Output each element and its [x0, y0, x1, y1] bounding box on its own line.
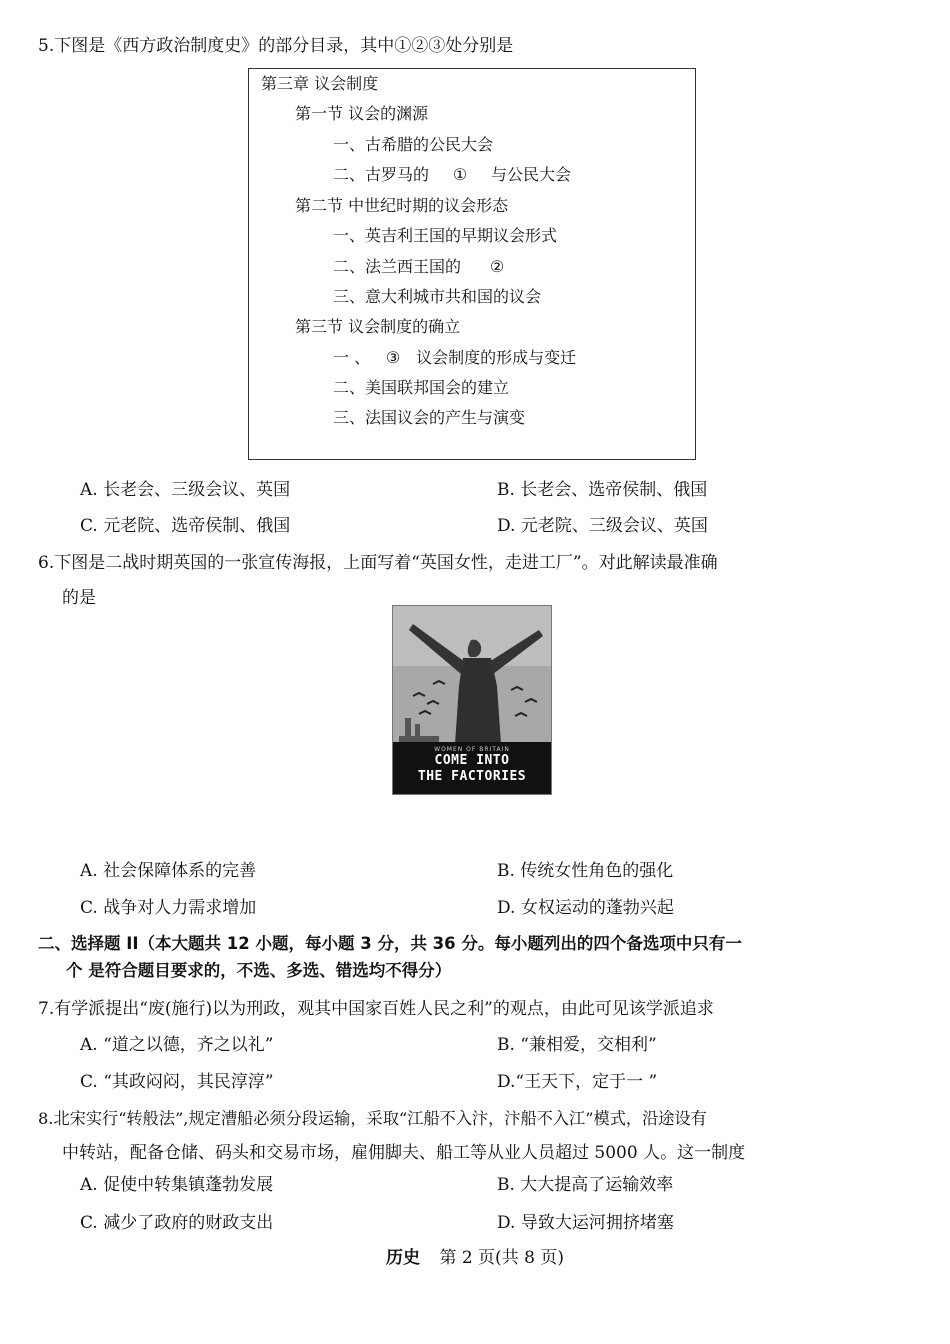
- footer-subject: 历史: [386, 1248, 421, 1268]
- q8-stem-line-2: 中转站，配备仓储、码头和交易市场，雇佣脚夫、船工等从业人员超过 5000 人。这一制度: [62, 1143, 746, 1163]
- blank-marker-1: ①: [452, 165, 468, 184]
- toc-chapter: 第三章 议会制度: [261, 74, 379, 93]
- toc-section-3-item-2: 二、美国联邦国会的建立: [333, 378, 510, 397]
- q7-option-d[interactable]: D.“王天下，定于一 ”: [497, 1072, 658, 1092]
- poster-caption: [393, 742, 551, 794]
- toc-section-1-item-1: 一、古希腊的公民大会: [333, 135, 494, 154]
- toc-section-1-item-2: [333, 164, 571, 186]
- q7-option-a[interactable]: A. “道之以德，齐之以礼”: [80, 1035, 274, 1055]
- q6-option-a[interactable]: A. 社会保障体系的完善: [80, 861, 257, 881]
- section-2-heading-line-1: 二、选择题 II（本大题共 12 小题，每小题 3 分，共 36 分。每小题列出的四个备选项中只有一: [38, 934, 742, 953]
- q5-option-d[interactable]: D. 元老院、三级会议、英国: [497, 516, 708, 536]
- q5-stem: 5.下图是《西方政治制度史》的部分目录，其中①②③处分别是: [38, 36, 514, 56]
- q6-stem-line-2: 的是: [62, 588, 96, 608]
- q7-option-c[interactable]: C. “其政闷闷，其民淳淳”: [80, 1072, 274, 1092]
- q5-option-c[interactable]: C. 元老院、选帝侯制、俄国: [80, 516, 291, 536]
- toc-section-2-item-3: 三、意大利城市共和国的议会: [333, 287, 542, 306]
- poster-headline-line-2: THE FACTORIES: [417, 769, 527, 784]
- toc-section-2-item-2: [333, 256, 533, 278]
- q8-option-b[interactable]: B. 大大提高了运输效率: [497, 1175, 674, 1195]
- q7-stem: 7.有学派提出“废(施行)以为刑政，观其中国家百姓人民之利”的观点，由此可见该学派追求: [38, 999, 714, 1019]
- poster-headline-line-1: COME INTO: [434, 753, 510, 768]
- page-footer: [0, 1246, 950, 1270]
- toc-item-text: 一 、: [333, 348, 371, 367]
- q5-option-a[interactable]: A. 长老会、三级会议、英国: [80, 480, 291, 500]
- toc-section-3: 第三节 议会制度的确立: [295, 317, 461, 336]
- toc-section-2: 第二节 中世纪时期的议会形态: [295, 196, 509, 215]
- poster-small-text: WOMEN OF BRITAIN: [434, 746, 510, 753]
- toc-section-3-item-3: 三、法国议会的产生与演变: [333, 408, 526, 427]
- toc-section-1: 第一节 议会的渊源: [295, 104, 429, 123]
- q6-option-b[interactable]: B. 传统女性角色的强化: [497, 861, 674, 881]
- toc-item-text: 二、法兰西王国的: [333, 257, 462, 276]
- toc-section-3-item-1: [333, 347, 576, 369]
- section-2-heading-line-2: 个 是符合题目要求的，不选、多选、错选均不得分）: [66, 961, 452, 980]
- table-of-contents-box: [248, 68, 696, 460]
- q5-option-b[interactable]: B. 长老会、选帝侯制、俄国: [497, 480, 708, 500]
- footer-page-number: 第 2 页(共 8 页): [439, 1248, 564, 1268]
- q6-option-d[interactable]: D. 女权运动的蓬勃兴起: [497, 898, 674, 918]
- toc-item-text: 二、古罗马的: [333, 165, 430, 184]
- q8-option-a[interactable]: A. 促使中转集镇蓬勃发展: [80, 1175, 274, 1195]
- q7-option-b[interactable]: B. “兼相爱，交相利”: [497, 1035, 657, 1055]
- propaganda-poster-image: [392, 605, 552, 795]
- toc-item-text: 议会制度的形成与变迁: [416, 348, 577, 367]
- q8-option-c[interactable]: C. 减少了政府的财政支出: [80, 1213, 274, 1233]
- blank-marker-3: ③: [385, 348, 401, 367]
- toc-section-2-item-1: 一、英吉利王国的早期议会形式: [333, 226, 558, 245]
- toc-item-text: 与公民大会: [491, 165, 572, 184]
- q6-option-c[interactable]: C. 战争对人力需求增加: [80, 898, 257, 918]
- q6-stem-line-1: 6.下图是二战时期英国的一张宣传海报，上面写着“英国女性，走进工厂”。对此解读最准确: [38, 553, 718, 573]
- q8-stem-line-1: 8.北宋实行“转般法”,规定漕船必须分段运输，采取“江船不入汴，汴船不入江”模式，沿途设有: [38, 1109, 707, 1128]
- q8-option-d[interactable]: D. 导致大运河拥挤堵塞: [497, 1213, 674, 1233]
- blank-marker-2: ②: [489, 257, 505, 276]
